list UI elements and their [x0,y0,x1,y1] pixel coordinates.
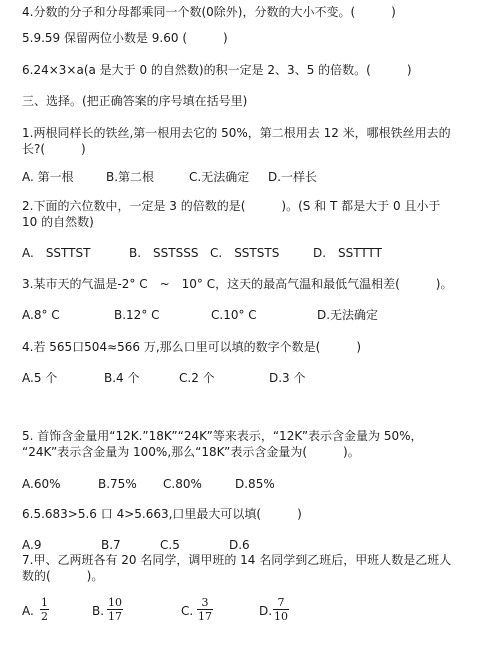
fraction-denominator: 2 [41,610,48,623]
choice-question-3-line1: 3.某市天的气温是-2° C ~ 10° C，这天的最高气温和最低气温相差( )。 [22,277,453,291]
c4-option-d: D.3 个 [269,371,306,385]
fraction-numerator: 7 [277,596,285,609]
c7-option-b-fraction [107,596,123,623]
choice-question-5-line1: 5. 首饰含金量用“12K.”18K”“24K”等来表示，“12K”表示含金量为 50%， [22,429,423,443]
choice-question-2-line1: 2.下面的六位数中，一定是 3 的倍数的是( )。(S 和 T 都是大于 0 且小于 [22,199,441,213]
choice-question-4-line1: 4.若 565口504≈566 万,那么口里可以填的数字个数是( ) [22,340,362,354]
c5-option-a: A.60% [22,477,61,491]
fraction-denominator: 17 [198,610,212,623]
c7-option-c-fraction [197,596,213,623]
c1-option-d: D.一样长 [268,170,318,184]
c6-option-c: C.5 [160,538,180,552]
c7-option-b-label: B. [92,604,105,618]
fraction-denominator: 10 [274,610,288,623]
judge-question-6: 6.24×3×a(a 是大于 0 的自然数)的积一定是 2、3、5 的倍数。( ) [22,63,412,77]
choice-question-1-line1: 1.两根同样长的铁丝,第一根用去它的 50%，第二根用去 12 米，哪根铁丝用去的 [22,126,451,140]
c5-option-c: C.80% [163,477,202,491]
c2-option-a: A. SSTTST [22,246,91,260]
c5-option-b: B.75% [98,477,137,491]
c1-option-a: A. 第一根 [22,170,74,184]
c2-option-c: C. SSTSTS [210,246,280,260]
c6-option-a: A.9 [22,538,42,552]
judge-question-5: 5.9.59 保留两位小数是 9.60 ( ) [22,31,228,45]
choice-question-2-line2: 10 的自然数) [22,215,94,229]
c7-option-d-label: D. [259,604,273,618]
c7-option-a-fraction [40,596,49,623]
fraction-denominator: 17 [108,610,122,623]
c4-option-b: B.4 个 [104,371,140,385]
c6-option-b: B.7 [101,538,121,552]
choice-question-5-line2: “24K”表示含金量为 100%,那么“18K”表示含金量为( )。 [22,445,360,459]
fraction-numerator: 10 [108,596,122,609]
fraction-numerator: 1 [41,596,48,609]
c4-option-c: C.2 个 [179,371,215,385]
c7-option-d-fraction [273,596,289,623]
c5-option-d: D.85% [235,477,275,491]
c3-option-c: C.10° C [211,308,257,322]
c4-option-a: A.5 个 [22,371,58,385]
c3-option-b: B.12° C [114,308,160,322]
c3-option-a: A.8° C [22,308,60,322]
c7-option-c-label: C. [181,604,194,618]
c6-option-d: D.6 [229,538,250,552]
choice-question-7-line1: 7.甲、乙两班各有 20 名同学，调甲班的 14 名同学到乙班后，甲班人数是乙班人 [22,553,452,567]
fraction-numerator: 3 [201,596,209,609]
c2-option-d: D. SSTTTT [313,246,382,260]
c2-option-b: B. SSTSSS [129,246,199,260]
c1-option-c: C.无法确定 [189,170,250,184]
judge-question-4: 4.分数的分子和分母都乘同一个数(0除外)，分数的大小不变。( ) [22,5,396,19]
c3-option-d: D.无法确定 [317,308,379,322]
choice-question-6-line1: 6.5.683>5.6 口 4>5.663,口里最大可以填( ) [22,507,302,521]
choice-question-1-line2: 长?( ) [22,142,86,156]
section-heading-choice: 三、选择。(把正确答案的序号填在括号里) [22,94,248,108]
choice-question-7-line2: 数的( )。 [22,569,104,583]
c7-option-a-label: A. [22,604,34,618]
c1-option-b: B.第二根 [106,170,155,184]
